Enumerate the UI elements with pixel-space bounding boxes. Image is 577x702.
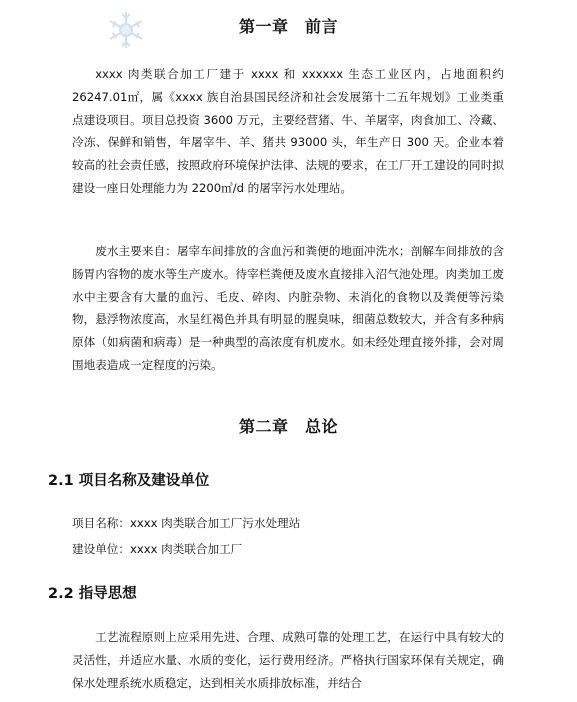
chapter1-body [72,63,504,200]
chapter1-paragraph-2: 废水主要来自：屠宰车间排放的含血污和粪便的地面冲洗水；剖解车间排放的含肠胃内容物的废水等生产废水。待宰栏粪便及废水直接排入沼气池处理。肉类加工废水中主要含有大量的血污、毛皮、碎肉、内脏杂物、未消化的食物以及粪便等污染物，悬浮物浓度高，水呈红褐色并具有明显的腥臭味，细菌总数较大，并含有多种病原体（如病菌和病毒）是一种典型的高浓度有机废水。如未经处理直接外排，会对周围地表造成一定程度的污染。 [72,244,504,372]
builder-value: xxxx 肉类联合加工厂 [129,542,243,556]
section-2-2-body [72,626,504,694]
chapter1-body-2 [72,240,504,377]
section-2-1-heading: 2.1 项目名称及建设单位 [48,473,210,489]
chapter2-title: 第二章 总论 [238,417,338,436]
chapter1-paragraph-1: xxxx 肉类联合加工厂建于 xxxx 和 xxxxxx 生态工业区内，占地面积约 26247.01㎡，属《xxxx 族自治县国民经济和社会发展第十二五年规划》工业类重点建设项目。项目总投资 3600 万元，主要经营猪、牛、羊屠宰，肉食加工、冷藏、冷冻、保鲜和销售，年屠宰牛、羊、猪共 93000 头，年生产日 300 天。企业本着较高的社会责任感，按照政府环境保护法律、法规的要求，在工厂开工建设的同时拟建设一座日处理能力为 2200㎥/d 的屠宰污水处理站。 [72,67,504,195]
project-name-value: xxxx 肉类联合加工厂污水处理站 [129,516,301,530]
builder-label: 建设单位： [72,542,130,556]
section-2-2-paragraph: 工艺流程原则上应采用先进、合理、成熟可靠的处理工艺，在运行中具有较大的灵活性，并适应水量、水质的变化，运行费用经济。严格执行国家环保有关规定，确保水处理系统水质稳定，达到相关水质排放标准，并结合 [72,630,504,690]
project-name-label: 项目名称： [72,516,130,530]
section-2-2-heading: 2.2 指导思想 [48,586,137,602]
chapter1-title: 第一章 前言 [238,17,338,36]
project-name-line [72,515,300,531]
builder-line [72,541,242,557]
